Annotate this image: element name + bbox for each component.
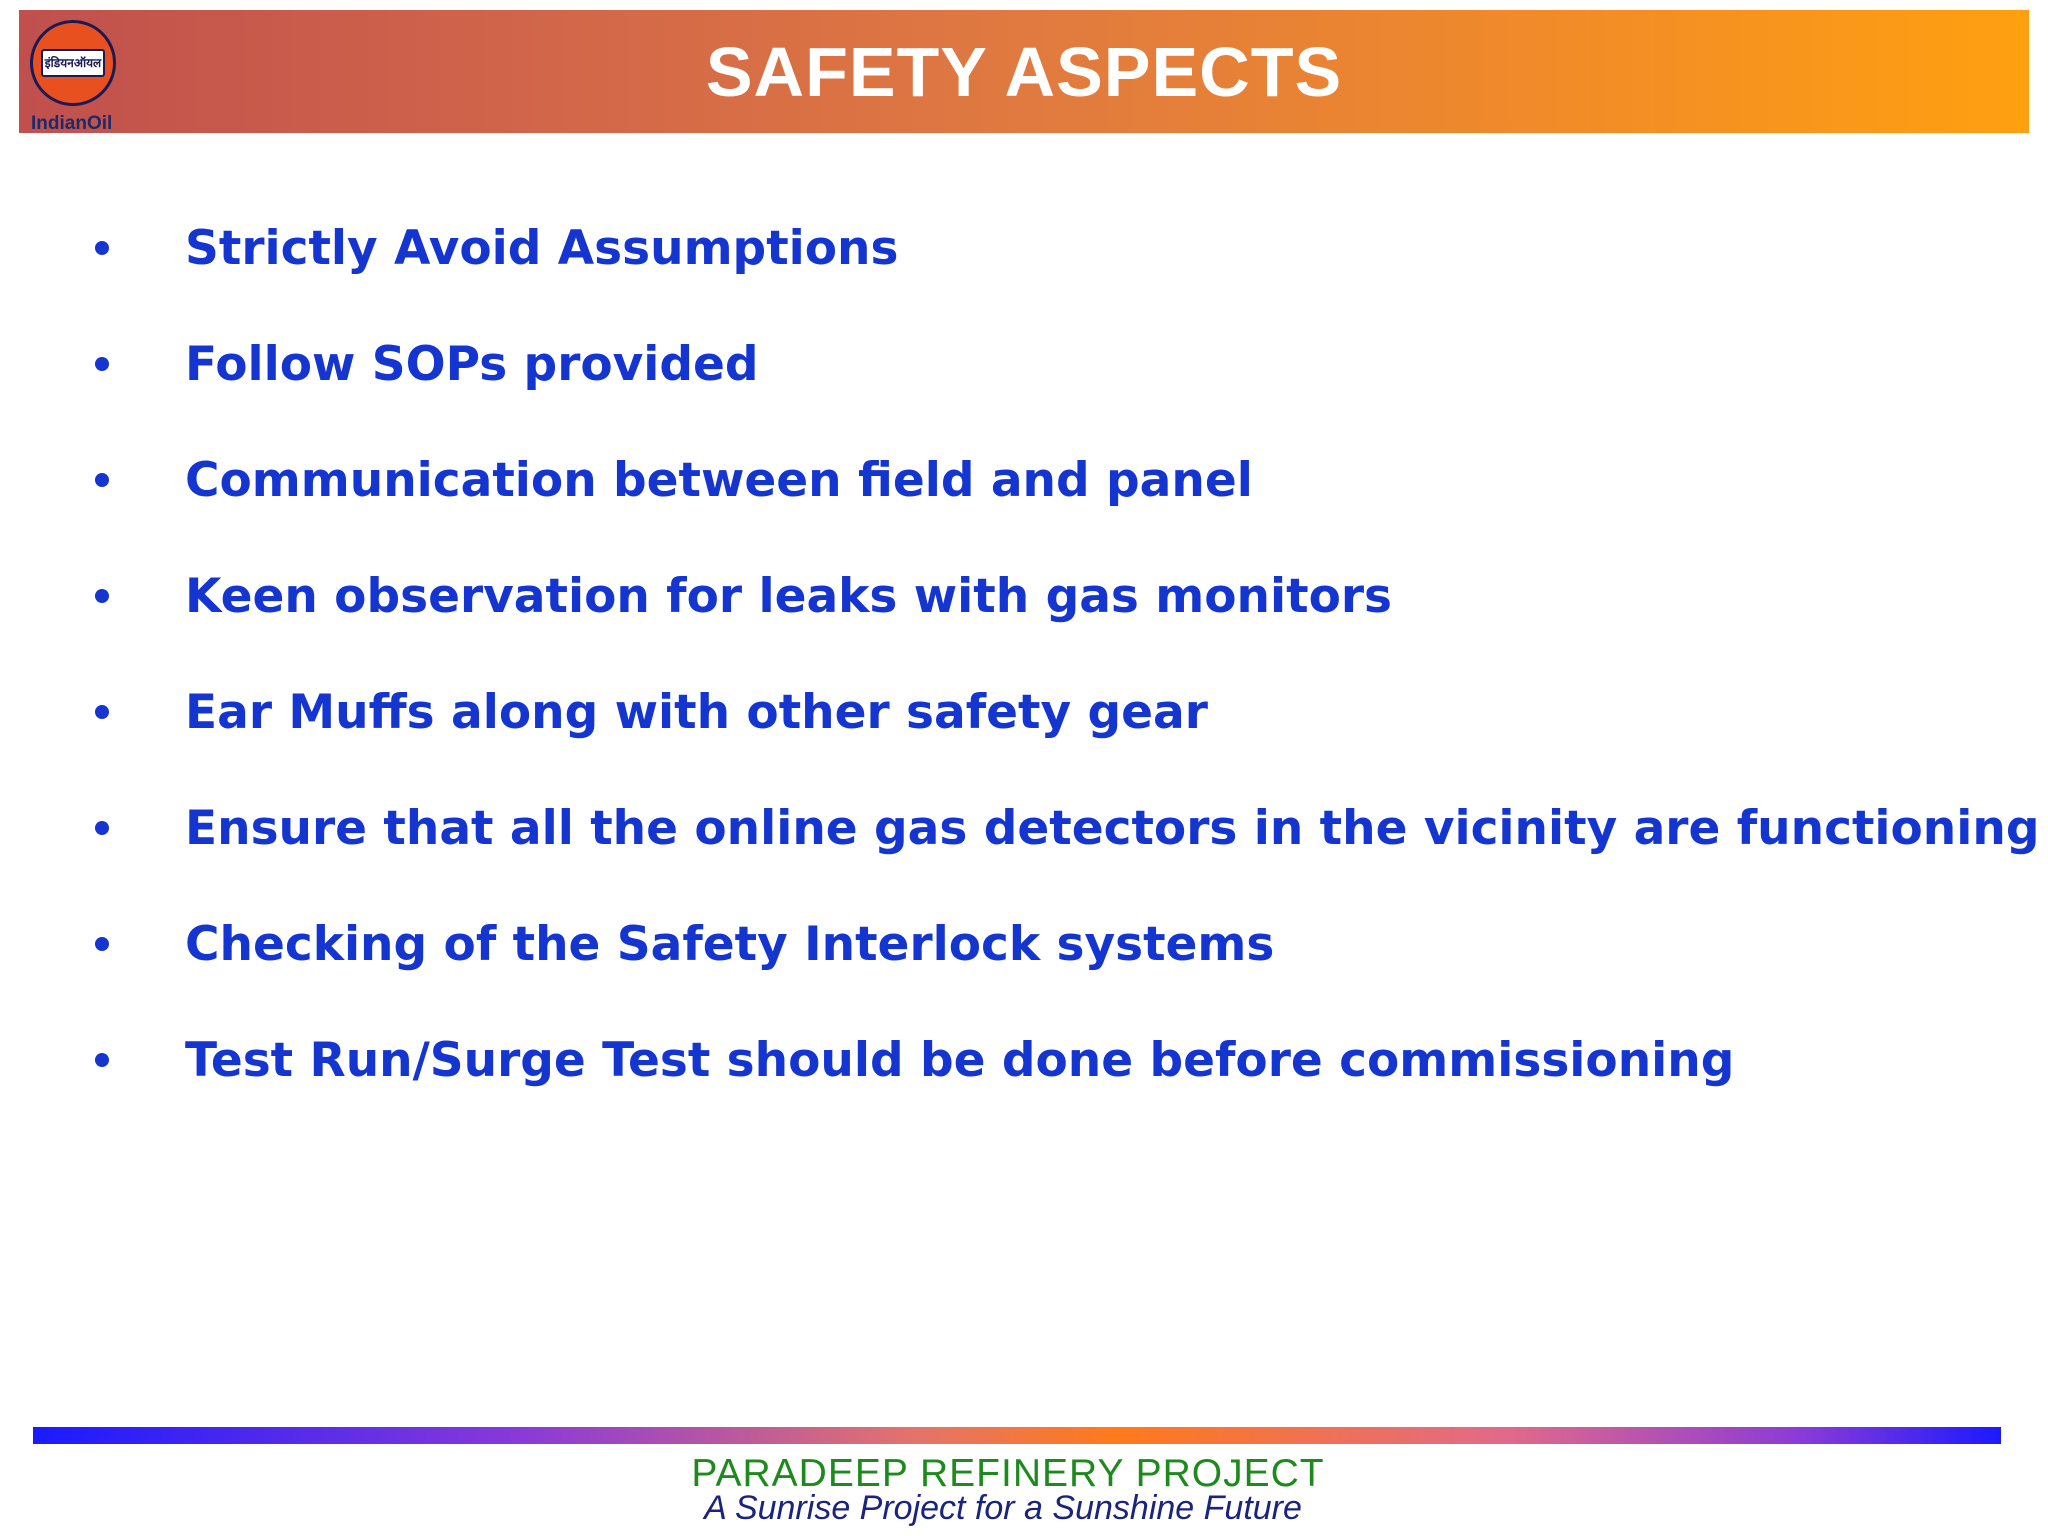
bullet-item [90,654,2039,770]
bullet-dot-icon [95,357,109,371]
bullet-dot-icon [95,705,109,719]
footer-divider [33,1427,2001,1444]
bullet-dot-icon [95,937,109,951]
bullet-text: Test Run/Surge Test should be done before commissioning [185,1032,1735,1088]
bullet-dot-icon [95,821,109,835]
bullet-item [90,422,2039,538]
bullet-item [90,1002,2039,1118]
bullet-text: Ensure that all the online gas detectors in the vicinity are functioning [185,800,2040,856]
logo-caption: IndianOil [31,113,113,134]
bullet-text: Keen observation for leaks with gas monitors [185,568,1393,624]
footer-project-title: PARADEEP REFINERY PROJECT [691,1452,1325,1495]
bullet-item [90,190,2039,306]
safety-bullet-list [90,190,2039,1118]
bullet-item [90,770,2039,886]
bullet-item [90,538,2039,654]
bullet-dot-icon [95,241,109,255]
bullet-text: Communication between field and panel [185,452,1253,508]
bullet-text: Follow SOPs provided [185,336,759,392]
bullet-item [90,886,2039,1002]
bullet-dot-icon [95,473,109,487]
bullet-text: Checking of the Safety Interlock systems [185,916,1275,972]
bullet-dot-icon [95,589,109,603]
page-title: SAFETY ASPECTS [705,33,1343,111]
bullet-text: Strictly Avoid Assumptions [185,220,899,276]
bullet-dot-icon [95,1053,109,1067]
bullet-text: Ear Muffs along with other safety gear [185,684,1208,740]
logo-hindi-text: इंडियनऑयल [41,49,105,77]
footer-tagline: A Sunrise Project for a Sunshine Future [704,1489,1302,1527]
bullet-item [90,306,2039,422]
